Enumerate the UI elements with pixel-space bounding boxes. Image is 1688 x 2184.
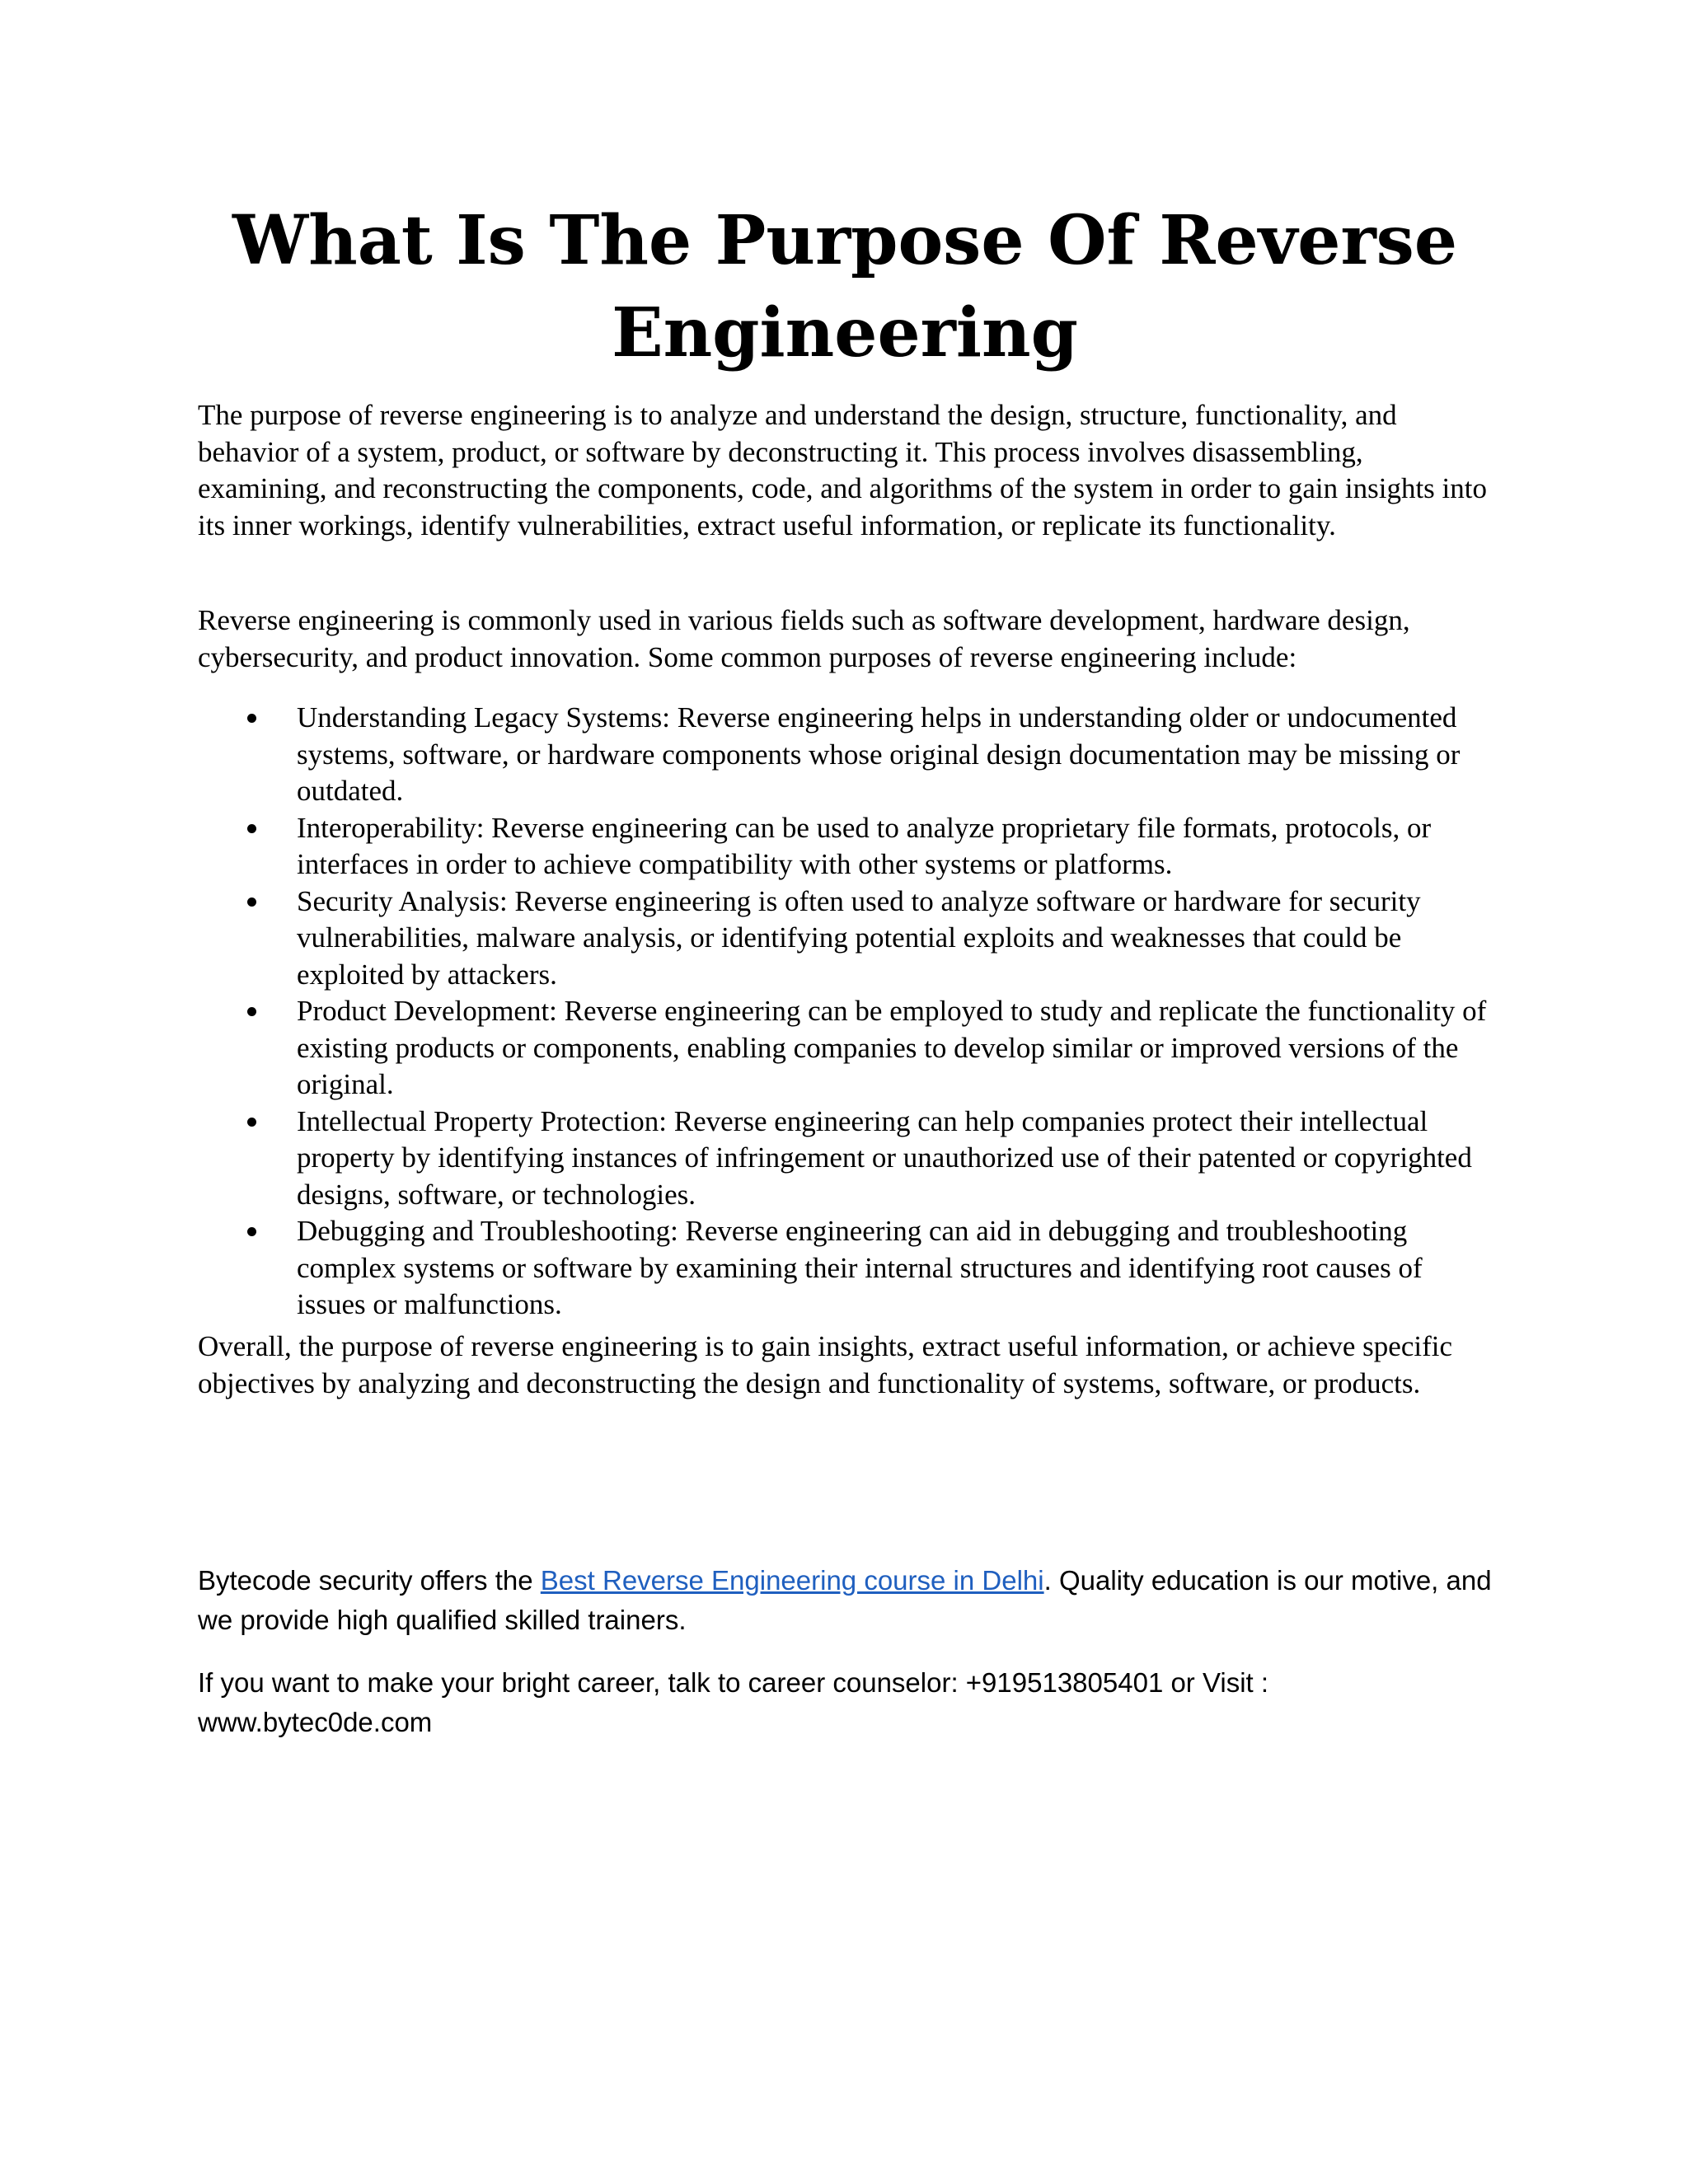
list-item <box>198 810 1492 883</box>
bullet-icon <box>247 898 256 907</box>
list-item <box>198 993 1492 1104</box>
list-item-text: Product Development: Reverse engineering can be employed to study and replicate the functionality of existing products or components, enabling companies to develop similar or improved versions of the original. <box>297 995 1487 1100</box>
list-item-text: Debugging and Troubleshooting: Reverse engineering can aid in debugging and troubleshooting complex systems or software by examining their internal structures and identifying root causes of issues or malfunctions. <box>297 1215 1423 1320</box>
list-item <box>198 1104 1492 1214</box>
bullet-icon <box>247 824 256 833</box>
promo-text-after: . Quality education is our motive, and we provide high qualified skilled trainers. <box>198 1565 1492 1635</box>
purposes-list <box>198 700 1492 1324</box>
list-item-text: Understanding Legacy Systems: Reverse engineering helps in understanding older or undocumented systems, software, or hardware components whose original design documentation may be missing or outdated. <box>297 701 1461 807</box>
bullet-icon <box>247 714 256 723</box>
promo-text-before: Bytecode security offers the <box>198 1565 541 1596</box>
page-title: What Is The Purpose Of Reverse Engineering <box>232 201 1457 373</box>
bullet-icon <box>247 1118 256 1127</box>
list-item-text: Security Analysis: Reverse engineering is often used to analyze software or hardware for security vulnerabilities, malware analysis, or identifying potential exploits and weaknesses that could be exploited by attackers. <box>297 884 1421 991</box>
list-item-text: Intellectual Property Protection: Reverse engineering can help companies protect their intellectual property by identifying instances of infringement or unauthorized use of their patented or copyrighted designs, software, or technologies. <box>297 1104 1472 1211</box>
intro-paragraph: The purpose of reverse engineering is to analyze and understand the design, structure, functionality, and behavior of a system, product, or software by deconstructing it. This process involves disassembling, examining, and reconstructing the components, code, and algorithms of the system in order to gain insights into its inner workings, identify vulnerabilities, extract useful information, or replicate its functionality. <box>198 399 1487 541</box>
bullet-icon <box>247 1007 256 1016</box>
promo-paragraph <box>198 1561 1492 1640</box>
contact-paragraph: If you want to make your bright career, talk to career counselor: +919513805401 or Visit : www.bytec0de.com <box>198 1667 1269 1737</box>
list-item <box>198 700 1492 810</box>
fields-paragraph: Reverse engineering is commonly used in various fields such as software development, hardware design, cybersecurity, and product innovation. Some common purposes of reverse engineering include: <box>198 604 1410 673</box>
list-item-text: Interoperability: Reverse engineering can be used to analyze proprietary file formats, protocols, or interfaces in order to achieve compatibility with other systems or platforms. <box>297 811 1432 880</box>
list-item <box>198 1213 1492 1324</box>
conclusion-paragraph: Overall, the purpose of reverse engineering is to gain insights, extract useful information, or achieve specific objectives by analyzing and deconstructing the design and functionality of systems, software, or products. <box>198 1330 1452 1399</box>
bullet-icon <box>247 1227 256 1236</box>
course-link[interactable]: Best Reverse Engineering course in Delhi <box>540 1565 1044 1596</box>
list-item <box>198 883 1492 994</box>
